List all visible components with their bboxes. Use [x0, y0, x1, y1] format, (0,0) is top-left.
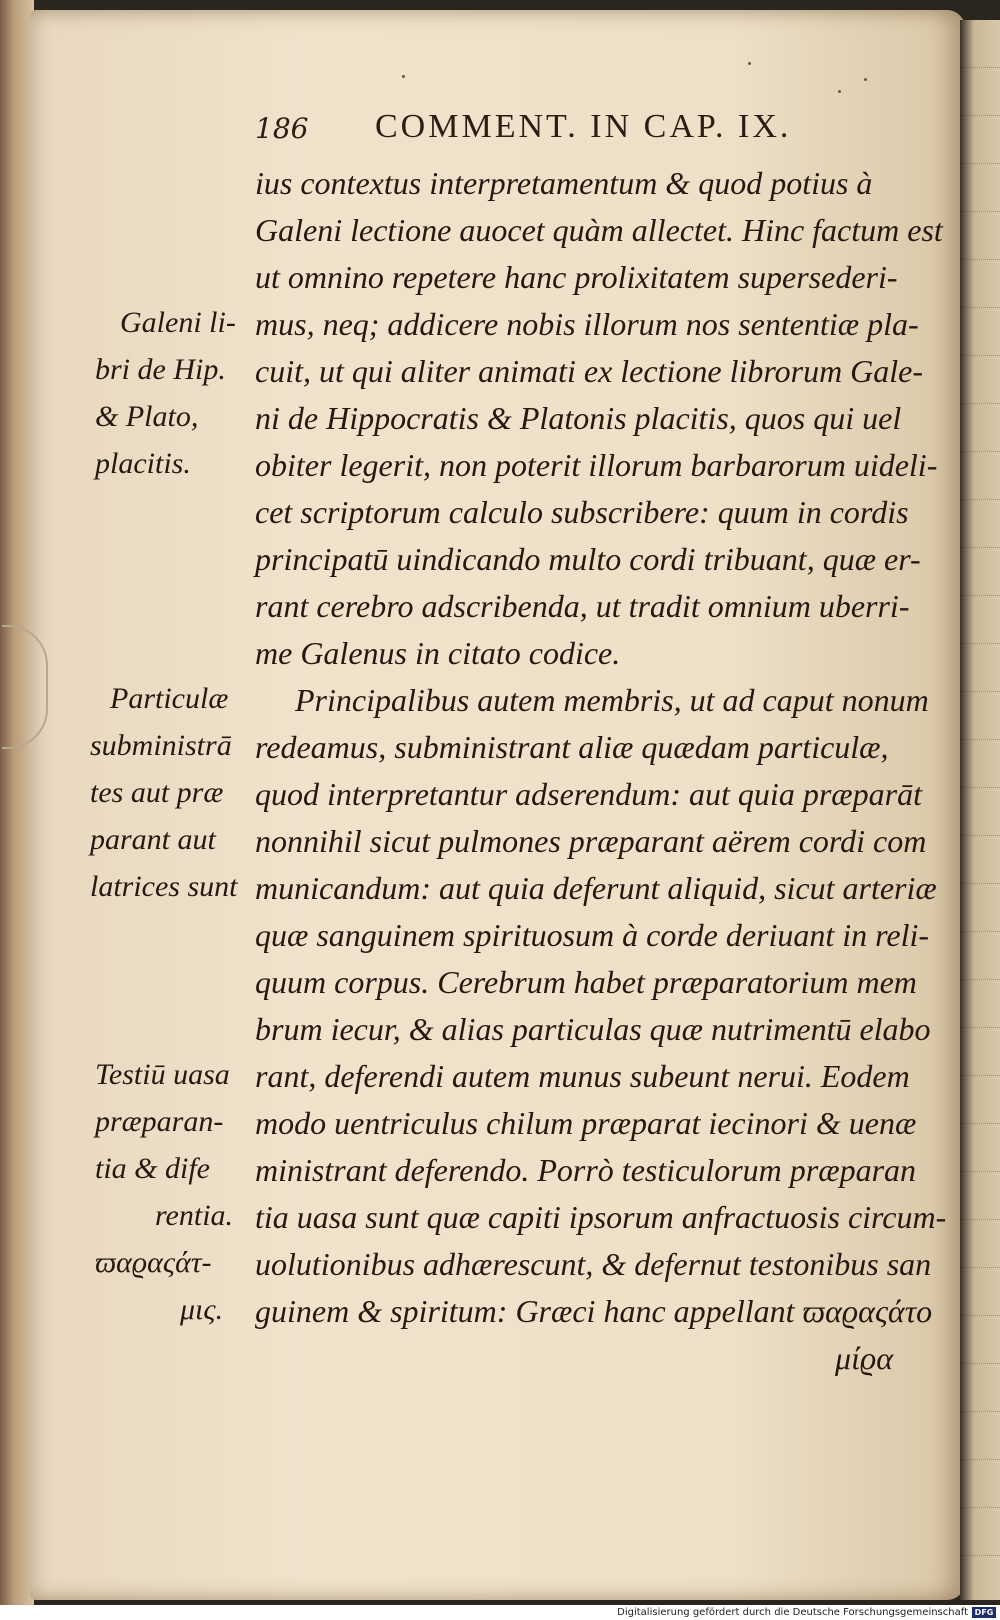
margin-note-line: tes aut præ [90, 776, 224, 809]
text-line-catchword: μίϱα [835, 1340, 893, 1376]
text-line: municandum: aut quia deferunt aliquid, sicut arteriæ [255, 870, 937, 906]
text-line: redeamus, subministrant aliæ quædam particulæ, [255, 729, 889, 765]
margin-note-line: μις. [180, 1293, 224, 1326]
text-line: ni de Hippocratis & Platonis placitis, quos qui uel [255, 400, 902, 436]
text-line: guinem & spiritum: Græci hanc appellant ϖαϱαςάτο [255, 1293, 933, 1329]
margin-note-line: Particulæ [110, 682, 229, 715]
text-line-paragraph-start: Principalibus autem membris, ut ad caput nonum [295, 682, 929, 718]
margin-note-line: & Plato, [95, 400, 199, 433]
text-line: quæ sanguinem spirituosum à corde deriuant in reli- [255, 917, 930, 953]
book-edge-left [0, 0, 34, 1605]
page-number: 186 [255, 112, 309, 145]
margin-note-line: rentia. [155, 1199, 234, 1232]
text-line: modo uentriculus chilum præparat iecinori & uenæ [255, 1105, 917, 1141]
text-line: nonnihil sicut pulmones præparant aërem cordi com [255, 823, 927, 859]
text-line: quum corpus. Cerebrum habet præparatorium mem [255, 964, 917, 1000]
text-line: mus, neq; addicere nobis illorum nos sententiæ pla- [255, 306, 919, 342]
margin-note-line: præparan- [95, 1105, 224, 1138]
text-line: tia uasa sunt quæ capiti ipsorum anfractuosis circum- [255, 1199, 947, 1235]
margin-note-line: subministrā [90, 729, 232, 762]
text-line: Galeni lectione auocet quàm allectet. Hinc factum est [255, 212, 943, 248]
margin-note-line: ϖαϱαςάτ- [95, 1246, 212, 1279]
funding-credit: Digitalisierung gefördert durch die Deutsche Forschungsgemeinschaft [617, 1607, 968, 1618]
text-line: me Galenus in citato codice. [255, 635, 621, 671]
text-line: principatū uindicando multo cordi tribuant, quæ er- [255, 541, 921, 577]
text-line: cuit, ut qui aliter animati ex lectione librorum Gale- [255, 353, 924, 389]
margin-note-line: parant aut [90, 823, 216, 856]
running-title: COMMENT. IN CAP. IX. [375, 108, 792, 145]
text-line: rant, deferendi autem munus subeunt nerui. Eodem [255, 1058, 910, 1094]
margin-note-line: tia & dife [95, 1152, 210, 1185]
text-line: brum iecur, & alias particulas quæ nutrimentū elabo [255, 1011, 931, 1047]
text-line: ius contextus interpretamentum & quod potius à [255, 165, 873, 201]
text-line: ministrant deferendo. Porrò testiculorum præparan [255, 1152, 917, 1188]
text-line: obiter legerit, non poterit illorum barbarorum uideli- [255, 447, 938, 483]
page-clasp [2, 625, 48, 749]
digitization-footer [0, 1605, 1000, 1620]
running-header [255, 108, 915, 152]
margin-note-line: Galeni li- [120, 306, 236, 339]
margin-note-line: bri de Hip. [95, 353, 226, 386]
text-line: uolutionibus adhærescunt, & defernut testonibus san [255, 1246, 932, 1282]
text-line: quod interpretantur adserendum: aut quia præparāt [255, 776, 922, 812]
text-line: rant cerebro adscribenda, ut tradit omnium uberri- [255, 588, 910, 624]
next-page-edge [960, 20, 1000, 1600]
margin-note-line: Testiū uasa [95, 1058, 230, 1091]
margin-note-line: latrices sunt [90, 870, 238, 903]
margin-note-line: placitis. [95, 447, 191, 480]
dfg-logo: DFG [972, 1607, 996, 1618]
text-line: ut omnino repetere hanc prolixitatem supersederi- [255, 259, 898, 295]
text-line: cet scriptorum calculo subscribere: quum in cordis [255, 494, 909, 530]
